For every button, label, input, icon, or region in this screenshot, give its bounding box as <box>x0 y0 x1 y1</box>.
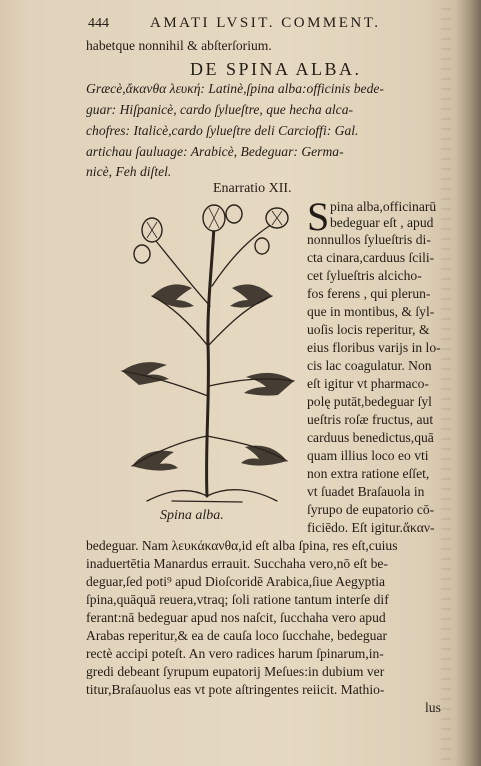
text-line: ſpina,quāquā reuera,vtraq; ſoli ratione tantum interſe dif <box>86 592 389 607</box>
synonyms-line: guar: Hiſpanicè, cardo ſylueſtre, que hecha alca- <box>86 102 354 117</box>
text-line: lus <box>425 700 441 715</box>
show-through-text <box>441 0 451 766</box>
column-line: pina alba,officinarū <box>330 199 437 214</box>
text-line: titur,Braſauolus eas vt pote aſtringentes reiicit. Mathio- <box>86 682 385 697</box>
synonyms-line: artichau ſauluage: Arabicè, Bedeguar: Germa- <box>86 144 344 159</box>
synonyms-line: chofres: Italicè,cardo ſylueſtre deli Carcioffi: Gal. <box>86 123 359 138</box>
column-line: eius floribus varijs in lo- <box>307 340 441 355</box>
running-head: AMATI LVSIT. COMMENT. <box>150 15 381 31</box>
column-line: polę putāt,bedeguar ſyl <box>307 394 432 409</box>
text-line: gredi debeant ſyrupum eupatorij Meſues:in dubium ver <box>86 664 385 679</box>
narratio-heading: Enarratio XII. <box>213 181 292 196</box>
column-line: ueſtris roſæ fructus, aut <box>307 412 434 427</box>
synonyms-line: Græcè,ἄκανθα λευκή: Latinè,ſpina alba:officinis bede- <box>86 81 384 96</box>
column-line: nonnullos ſylueſtris di- <box>307 232 431 247</box>
column-line: carduus benedictus,quā <box>307 430 434 445</box>
column-line: que in montibus, & ſyl- <box>307 304 435 319</box>
column-line: cis lac coagulatur. Non <box>307 358 432 373</box>
figure-caption: Spina alba. <box>160 508 224 523</box>
column-line: non extra ratione eſſet, <box>307 466 430 481</box>
page-number: 444 <box>88 16 109 31</box>
synonyms-line: nicè, Feh diſtel. <box>86 164 172 179</box>
text-line: habetque nonnihil & abſterſorium. <box>86 38 272 53</box>
column-line: quam illius loco eo vti <box>307 448 429 463</box>
section-title: DE SPINA ALBA. <box>190 59 362 79</box>
column-line: fos ferens , qui plerun- <box>307 286 431 301</box>
column-line: ficiēdo. Eſt igitur.ἄκαν- <box>307 520 435 535</box>
text-line: ferant:nā bedeguar apud nos naſcit, ſucchaha vero apud <box>86 610 386 625</box>
text-line: Arabas reperitur,& ea de cauſa loco ſucchahe, bedeguar <box>86 628 388 643</box>
column-line: cta cinara,carduus ſcili- <box>307 250 435 265</box>
column-line: vt ſuadet Braſauola in <box>307 484 425 499</box>
text-line: inaduertētia Manardus errauit. Succhaha vero,nō eſt be- <box>86 556 388 571</box>
column-line: eſt igitur vt pharmaco- <box>307 376 429 391</box>
column-line: uoſis locis reperitur, & <box>307 322 430 337</box>
column-line: cet ſylueſtris alcicho- <box>307 268 422 283</box>
drop-cap: S <box>307 194 330 239</box>
thistle-woodcut-illustration <box>112 196 302 512</box>
column-line: bedeguar eſt , apud <box>330 215 434 230</box>
text-line: bedeguar. Nam λευκάκανθα,id eſt alba ſpina, res eſt,cuius <box>86 538 398 553</box>
page-gutter-shadow <box>455 0 481 766</box>
text-line: rectè accipi poteſt. An vero radices harum ſpinarum,in- <box>86 646 384 661</box>
text-line: deguar,ſed poti⁹ apud Dioſcoridē Arabica,ſiue Aegyptia <box>86 574 386 589</box>
column-line: ſyrupo de eupatorio cō- <box>307 502 435 517</box>
